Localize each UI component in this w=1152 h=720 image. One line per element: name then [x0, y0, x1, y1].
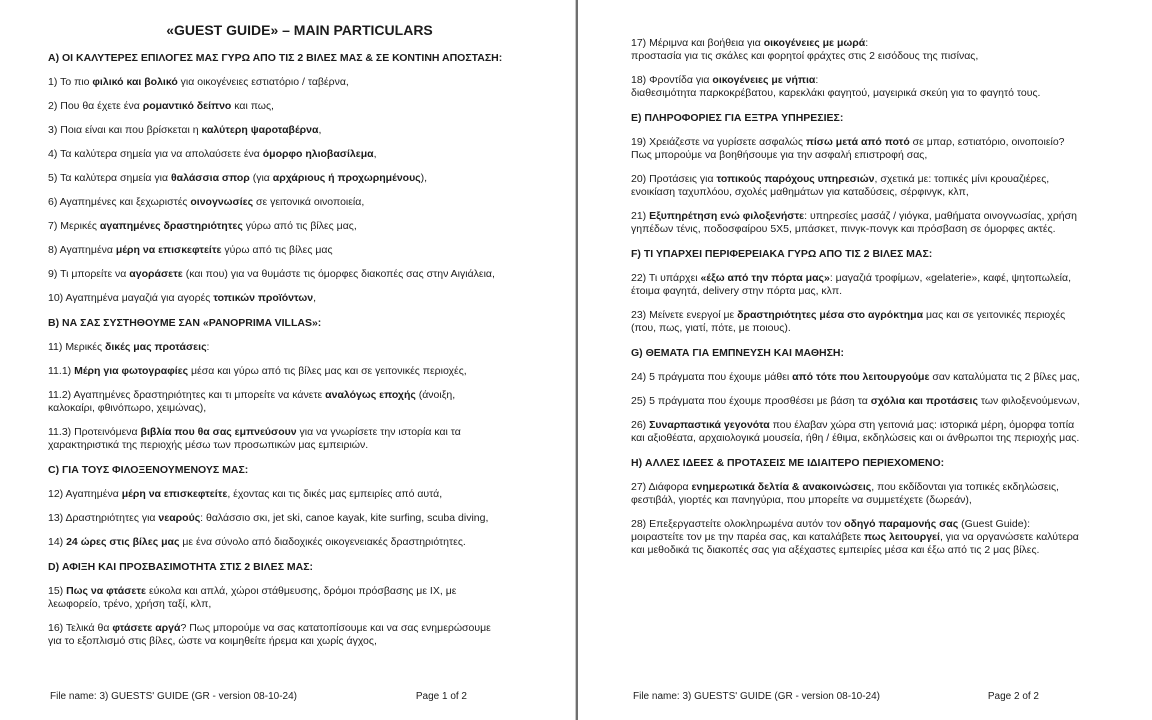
page-title: «GUEST GUIDE» – MAIN PARTICULARS — [166, 22, 433, 38]
file-name: File name: 3) GUESTS' GUIDE (GR - version 08-10-24) — [633, 691, 880, 702]
section-heading: D) ΑΦΙΞΗ ΚΑΙ ΠΡΟΣΒΑΣΙΜΟΤΗΤΑ ΣΤΙΣ 2 ΒΙΛΕΣ ΜΑΣ: — [48, 561, 314, 573]
list-item: 9) Τι μπορείτε να αγοράσετε (και που) για να θυμάστε τις όμορφες διακοπές σας στην Αιγιάλεια, — [48, 268, 495, 280]
list-item: 17) Μέριμνα και βοήθεια για οικογένειες με μωρά: προστασία για τις σκάλες και φορητοί φράχτες στις 2 εισόδους της πισίνας, — [631, 37, 979, 62]
section-heading: C) ΓΙΑ ΤΟΥΣ ΦΙΛΟΞΕΝΟΥΜΕΝΟΥΣ ΜΑΣ: — [48, 464, 249, 476]
list-item: 27) Διάφορα ενημερωτικά δελτία & ανακοινώσεις, που εκδίδονται για τοπικές εκδηλώσεις, φεστιβάλ, γιορτές και πανηγύρια, που μπορείτε να συμμετέχετε (δωρεάν), — [631, 481, 1059, 506]
list-item: 3) Ποια είναι και που βρίσκεται η καλύτερη ψαροταβέρνα, — [48, 124, 322, 136]
page-1-content — [48, 52, 551, 648]
list-item: 25) 5 πράγματα που έχουμε προσθέσει με βάση τα σχόλια και προτάσεις των φιλοξενούμενων, — [631, 395, 1080, 407]
list-item: 22) Τι υπάρχει «έξω από την πόρτα μας»: μαγαζιά τροφίμων, «gelaterie», καφέ, ψητοπωλεία, έτοιμα φαγητά, delivery στην πόρτα μας, κλπ. — [631, 272, 1071, 297]
list-item: 18) Φροντίδα για οικογένειες με νήπια: διαθεσιμότητα παρκοκρέβατου, καρεκλάκι φαγητού, μαγειρικά σκεύη για το φαγητό τους. — [631, 74, 1041, 99]
section-heading: G) ΘΕΜΑΤΑ ΓΙΑ ΕΜΠΝΕΥΣΗ ΚΑΙ ΜΑΘΗΣΗ: — [631, 347, 844, 359]
section-heading: B) ΝΑ ΣΑΣ ΣΥΣΤΗΘΟΥΜΕ ΣΑΝ «PANOPRIMA VILLAS»: — [48, 317, 322, 329]
list-item: 12) Αγαπημένα μέρη να επισκεφτείτε, έχοντας και τις δικές μας εμπειρίες από αυτά, — [48, 488, 443, 500]
section-heading: H) ΑΛΛΕΣ ΙΔΕΕΣ & ΠΡΟΤΑΣΕΙΣ ΜΕ ΙΔΙΑΙΤΕΡΟ ΠΕΡΙΕΧΟΜΕΝΟ: — [631, 457, 945, 469]
list-item: 11.1) Μέρη για φωτογραφίες μέσα και γύρω από τις βίλες μας και σε γειτονικές περιοχές, — [48, 365, 467, 377]
list-item: 10) Αγαπημένα μαγαζιά για αγορές τοπικών προϊόντων, — [48, 292, 317, 304]
list-item: 14) 24 ώρες στις βίλες μας με ένα σύνολο από διαδοχικές οικογενειακές δραστηριότητες. — [48, 536, 466, 548]
list-item: 7) Μερικές αγαπημένες δραστηριότητες γύρω από τις βίλες μας, — [48, 220, 357, 232]
list-item: 1) Το πιο φιλικό και βολικό για οικογένειες εστιατόριο / ταβέρνα, — [48, 76, 349, 88]
list-item: 13) Δραστηριότητες για νεαρούς: θαλάσσιο σκι, jet ski, canoe kayak, kite surfing, scuba diving, — [48, 512, 489, 524]
list-item: 11) Μερικές δικές μας προτάσεις: — [48, 341, 210, 353]
page-footer — [50, 691, 467, 703]
list-item: 20) Προτάσεις για τοπικούς παρόχους υπηρεσιών, σχετικά με: τοπικές μίνι κρουαζιέρες, ενοικίαση ταχυπλόου, σχολές μαθημάτων για καταδύσεις, σέρφινγκ, κλπ, — [631, 173, 1050, 198]
section-heading: A) ΟΙ ΚΑΛΥΤΕΡΕΣ ΕΠΙΛΟΓΕΣ ΜΑΣ ΓΥΡΩ ΑΠΟ ΤΙΣ 2 ΒΙΛΕΣ ΜΑΣ & ΣΕ ΚΟΝΤΙΝΗ ΑΠΟΣΤΑΣΗ: — [48, 52, 503, 64]
page-number: Page 2 of 2 — [987, 691, 1039, 702]
section-heading: E) ΠΛΗΡΟΦΟΡΙΕΣ ΓΙΑ ΕΞΤΡΑ ΥΠΗΡΕΣΙΕΣ: — [631, 112, 844, 124]
list-item: 21) Εξυπηρέτηση ενώ φιλοξενήστε: υπηρεσίες μασάζ / γιόγκα, μαθήματα οινογνωσίας, χρήση γηπέδων τένις, ποδοσφαίρου 5Χ5, μπάσκετ, πινγκ-πονγκ και πρόσβαση σε όμορφες ακτές. — [631, 210, 1077, 235]
document-page-2 — [576, 0, 1152, 720]
file-name: File name: 3) GUESTS' GUIDE (GR - version 08-10-24) — [50, 691, 297, 702]
list-item: 6) Αγαπημένες και ξεχωριστές οινογνωσίες σε γειτονικά οινοποιεία, — [48, 196, 365, 208]
list-item: 11.2) Αγαπημένες δραστηριότητες και τι μπορείτε να κάνετε αναλόγως εποχής (άνοιξη, καλοκαίρι, φθινόπωρο, χειμώνας), — [48, 389, 456, 414]
list-item: 16) Τελικά θα φτάσετε αργά? Πως μπορούμε να σας κατατοπίσουμε και να σας ενημερώσουμε για το εξοπλισμό στις βίλες, ώστε να κοιμηθείτε ήρεμα και χωρίς άγχος, — [48, 622, 491, 647]
list-item: 28) Επεξεργαστείτε ολοκληρωμένα αυτόν τον οδηγό παραμονής σας (Guest Guide): μοιραστείτε τον με την παρέα σας, και καταλάβετε πως λειτουργεί, για να οργανώσετε καλύτερα και μεθοδικά τις διακοπές σας για αξέχαστες εμπειρίες μέσα και έξω από τις 2 μας βίλες. — [631, 518, 1079, 556]
list-item: 24) 5 πράγματα που έχουμε μάθει από τότε που λειτουργούμε σαν καταλύματα τις 2 βίλες μας, — [631, 371, 1080, 383]
list-item: 5) Τα καλύτερα σημεία για θαλάσσια σπορ (για αρχάριους ή προχωρημένους), — [48, 172, 428, 184]
list-item: 11.3) Προτεινόμενα βιβλία που θα σας εμπνεύσουν για να γνωρίσετε την ιστορία και τα χαρακτηριστικά της περιοχής μέσω των προσωπικών μας εμπειριών. — [48, 426, 461, 451]
section-heading: F) ΤΙ ΥΠΑΡΧΕΙ ΠΕΡΙΦΕΡΕΙΑΚΑ ΓΥΡΩ ΑΠΟ ΤΙΣ 2 ΒΙΛΕΣ ΜΑΣ: — [631, 248, 933, 260]
list-item: 8) Αγαπημένα μέρη να επισκεφτείτε γύρω από τις βίλες μας — [48, 244, 333, 256]
list-item: 26) Συναρπαστικά γεγονότα που έλαβαν χώρα στη γειτονιά μας: ιστορικά μέρη, όμορφα τοπία και αξιοθέατα, αρχαιολογικά μουσεία, ήθη / έθιμα, εκδηλώσεις και οι άνθρωποι της περιοχής μας. — [631, 419, 1080, 444]
page-footer — [633, 691, 1039, 703]
page-2-content — [631, 37, 1128, 557]
list-item: 23) Μείνετε ενεργοί με δραστηριότητες μέσα στο αγρόκτημα μας και σε γειτονικές περιοχές (που, πως, γιατί, πότε, με ποιους). — [631, 309, 1066, 334]
list-item: 15) Πως να φτάσετε εύκολα και απλά, χώροι στάθμευσης, δρόμοι πρόσβασης με ΙΧ, με λεωφορείο, τρένο, χρήση ταξί, κλπ, — [48, 585, 457, 610]
list-item: 2) Που θα έχετε ένα ρομαντικό δείπνο και πως, — [48, 100, 274, 112]
page-number: Page 1 of 2 — [415, 691, 467, 702]
list-item: 19) Χρειάζεστε να γυρίσετε ασφαλώς πίσω μετά από ποτό σε μπαρ, εστιατόριο, οινοποιείο? Πως μπορούμε να βοηθήσουμε για την ασφαλή επιστροφή σας, — [631, 136, 1065, 161]
list-item: 4) Τα καλύτερα σημεία για να απολαύσετε ένα όμορφο ηλιοβασίλεμα, — [48, 148, 377, 160]
